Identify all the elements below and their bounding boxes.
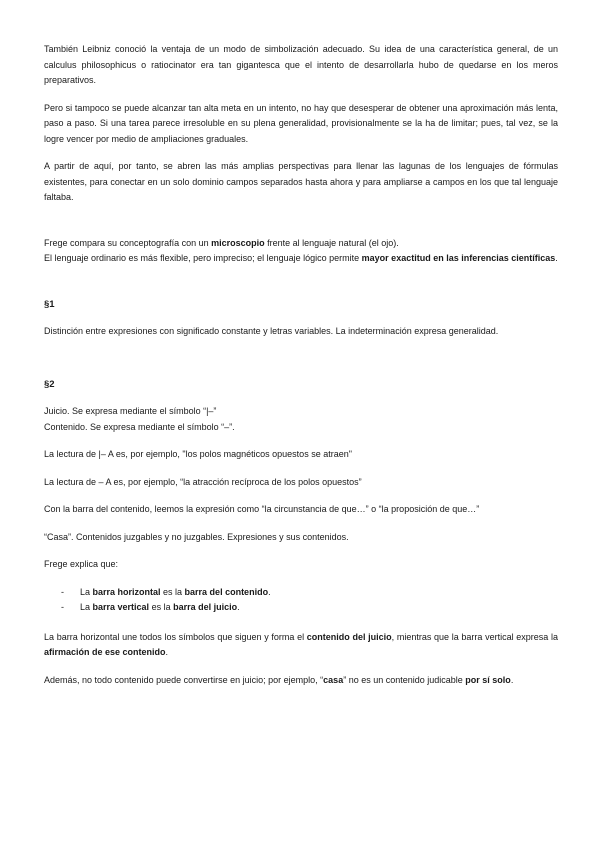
bold-barra-juicio: barra del juicio [173, 602, 238, 612]
text-run: La [80, 602, 93, 612]
ademas-paragraph [44, 673, 558, 689]
frege-explica-line: Frege explica que: [44, 559, 119, 569]
text-run: El lenguaje ordinario es más flexible, pero impreciso; el lenguaje lógico permite [44, 253, 362, 263]
compare-line-lenguaje [44, 251, 558, 267]
compare-line-microscopio [44, 236, 558, 252]
text-run: es la [160, 586, 185, 597]
casa-line: “Casa”. Contenidos juzgables y no juzgables. Expresiones y sus contenidos. [44, 531, 349, 542]
text-run: frente al lenguaje natural (el ojo). [264, 237, 399, 248]
bullet-dash: - [61, 586, 64, 597]
lectura-contenido-line: La lectura de – A es, por ejemplo, “la atracción recíproca de los polos opuestos” [44, 476, 362, 487]
list-item [44, 585, 558, 601]
text-run: La [80, 586, 93, 597]
text-run: . [237, 602, 240, 612]
contenido-line: Contenido. Se expresa mediante el símbolo “–”. [44, 421, 235, 432]
barras-list [44, 585, 558, 616]
bullet-dash: - [61, 602, 64, 612]
text-run: es la [149, 602, 174, 612]
text-run: Frege compara su conceptografía con un [44, 237, 212, 248]
bold-por-si-solo: por sí solo [465, 674, 511, 685]
barra-horizontal-paragraph [44, 630, 558, 661]
text-run: La barra horizontal une todos los símbolos que siguen y forma el [44, 631, 307, 642]
text-run: Además, no todo contenido puede convertirse en juicio; por ejemplo, “ [44, 674, 324, 685]
barra-contenido-line: Con la barra del contenido, leemos la expresión como “la circunstancia de que…” o “la proposición de que…” [44, 504, 480, 514]
intro-paragraph-aproximacion: Pero si tampoco se puede alcanzar tan alta meta en un intento, no hay que desesperar de obtener una aproximación más lenta, paso a paso. Si una tarea parece irresoluble en su plena generalidad, provisionalmente se la ha de limitar; pues, tal vez, se la logre vencer por medio de ampliaciones graduales. [44, 102, 558, 144]
text-run: . [268, 586, 271, 597]
bold-exactitud: mayor exactitud en las inferencias científicas [361, 253, 556, 263]
intro-paragraph-leibniz: También Leibniz conoció la ventaja de un modo de simbolización adecuado. Su idea de una característica general, de un calculus philosophicus o ratiocinator era tan gigantesca que el intento de desarrollarla hubo de quedarse en los meros preparativos. [44, 44, 558, 85]
section-1-text: Distinción entre expresiones con significado constante y letras variables. La indeterminación expresa generalidad. [44, 326, 499, 336]
juicio-line: Juicio. Se expresa mediante el símbolo “|–” [44, 406, 217, 416]
lectura-juicio-line: La lectura de |– A es, por ejemplo, "los polos magnéticos opuestos se atraen" [44, 449, 352, 459]
bold-barra-vertical: barra vertical [92, 602, 150, 612]
section-1-heading: §1 [44, 298, 55, 310]
text-run: , mientras que la barra vertical expresa la [391, 631, 558, 642]
bold-casa: casa [323, 674, 344, 685]
text-run: ” no es un contenido judicable [343, 674, 466, 685]
text-run: . [165, 647, 169, 657]
text-run: . [510, 674, 514, 685]
bold-barra-contenido: barra del contenido [184, 586, 269, 597]
bold-microscopio: microscopio [211, 237, 265, 248]
document-page [44, 42, 558, 688]
intro-paragraph-perspectivas: A partir de aquí, por tanto, se abren las más amplias perspectivas para llenar las lagunas de los lenguajes de fórmulas existentes, para conectar en un solo dominio campos separados hasta ahora y para ampliarse a campos en los que tal lenguaje faltaba. [44, 161, 558, 202]
bold-afirmacion: afirmación de ese contenido [44, 647, 166, 657]
section-2-heading: §2 [44, 378, 55, 390]
bold-contenido-juicio: contenido del juicio [306, 631, 392, 642]
list-item [44, 600, 558, 616]
text-run: . [555, 253, 558, 263]
bold-barra-horizontal: barra horizontal [92, 586, 161, 597]
